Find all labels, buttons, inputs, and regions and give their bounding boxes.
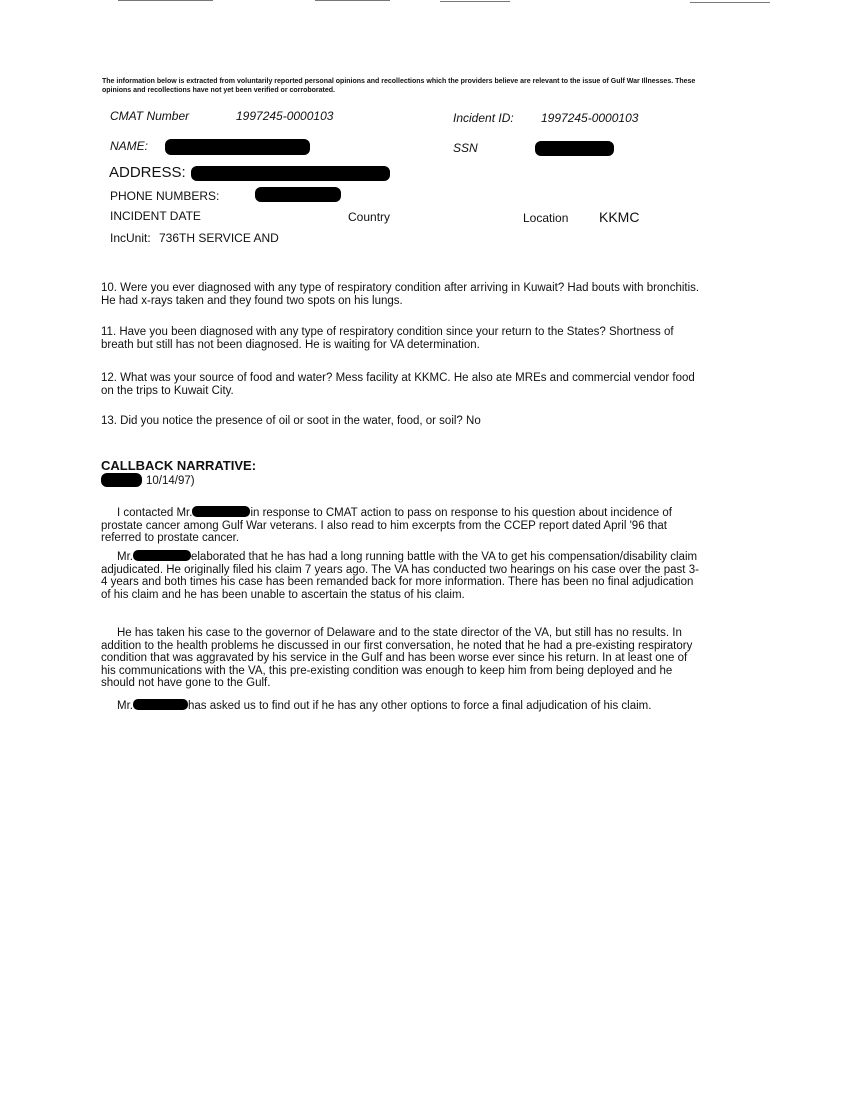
redacted-address xyxy=(191,166,390,181)
location-label: Location xyxy=(523,211,569,225)
redacted-phone xyxy=(255,187,341,202)
incunit-label: IncUnit: xyxy=(110,231,151,245)
scan-artifact-line xyxy=(118,0,213,1)
redacted-name xyxy=(192,506,250,517)
scan-artifact-line xyxy=(440,1,510,2)
scan-artifact-line xyxy=(690,2,770,3)
address-label: ADDRESS: xyxy=(109,164,186,181)
ssn-label: SSN xyxy=(453,141,478,155)
question-12: 12. What was your source of food and water? Mess facility at KKMC. He also ate MREs and commercial vendor food on the trips to Kuwait City. xyxy=(101,372,695,397)
paragraph-text: Mr. xyxy=(117,551,133,563)
paragraph-text: has asked us to find out if he has any other options to force a final adjudication of his claim. xyxy=(187,700,652,712)
redacted-ssn xyxy=(535,141,614,156)
callback-date: 10/14/97) xyxy=(146,475,195,487)
incident-id-value: 1997245-0000103 xyxy=(541,111,639,125)
paragraph-text: I contacted Mr. xyxy=(117,507,193,519)
question-13: 13. Did you notice the presence of oil or soot in the water, food, or soil? No xyxy=(101,415,481,427)
phone-numbers-label: PHONE NUMBERS: xyxy=(110,189,220,203)
scan-artifact-line xyxy=(315,0,390,1)
country-label: Country xyxy=(348,210,391,224)
paragraph-text: elaborated that he has had a long running battle with the VA to get his compensation/disability claim adjudicated. He originally filed his claim 7 years ago. The VA has conducted two hearings on his case over the past 3-4 years and both times his case has been remanded back for more information. There has been no final adjudication of his claim and he has been unable to ascertain the status of his claim. xyxy=(101,551,699,601)
callback-paragraph-1 xyxy=(101,506,701,545)
incunit-value: 736TH SERVICE AND xyxy=(159,231,279,245)
incident-id-label: Incident ID: xyxy=(453,111,514,125)
redacted-name xyxy=(165,139,310,155)
callback-paragraph-4 xyxy=(101,699,701,713)
incident-date-label: INCIDENT DATE xyxy=(110,209,201,223)
disclaimer-text: The information below is extracted from voluntarily reported personal opinions and recollections which the providers believe are relevant to the issue of Gulf War Illnesses. These opinions and recollections have not yet been verified or corroborated. xyxy=(102,78,696,94)
question-10: 10. Were you ever diagnosed with any type of respiratory condition after arriving in Kuwait? Had bouts with bronchitis. He had x-rays taken and they found two spots on his lungs. xyxy=(101,282,700,307)
question-11: 11. Have you been diagnosed with any type of respiratory condition since your return to the States? Shortness of breath but still has not been diagnosed. He is waiting for VA determination. xyxy=(101,326,674,351)
callback-heading: CALLBACK NARRATIVE: xyxy=(101,458,257,473)
callback-paragraph-2 xyxy=(101,550,701,601)
name-label: NAME: xyxy=(110,139,149,153)
paragraph-text: Mr. xyxy=(117,700,133,712)
redacted-interviewer xyxy=(101,473,142,487)
redacted-name xyxy=(133,550,191,561)
cmat-number-label: CMAT Number xyxy=(110,109,190,123)
paragraph-text: in response to CMAT action to pass on response to his question about incidence of prostate cancer among Gulf War veterans. I also read to him excerpts from the CCEP report dated April '96 that referred to prostate cancer. xyxy=(101,507,672,544)
location-value: KKMC xyxy=(599,209,640,225)
redacted-name xyxy=(133,699,188,710)
callback-paragraph-3: He has taken his case to the governor of Delaware and to the state director of the VA, but still has no results. In addition to the health problems he discussed in our first conversation, he noted that he had a pre-existing respiratory condition that was aggravated by his service in the Gulf and has been worse ever since his return. In at least one of his communications with the VA, this pre-existing condition was enough to keep him from being deployed and he should not have gone to the Gulf. xyxy=(101,627,693,689)
cmat-number-value: 1997245-0000103 xyxy=(236,109,334,123)
